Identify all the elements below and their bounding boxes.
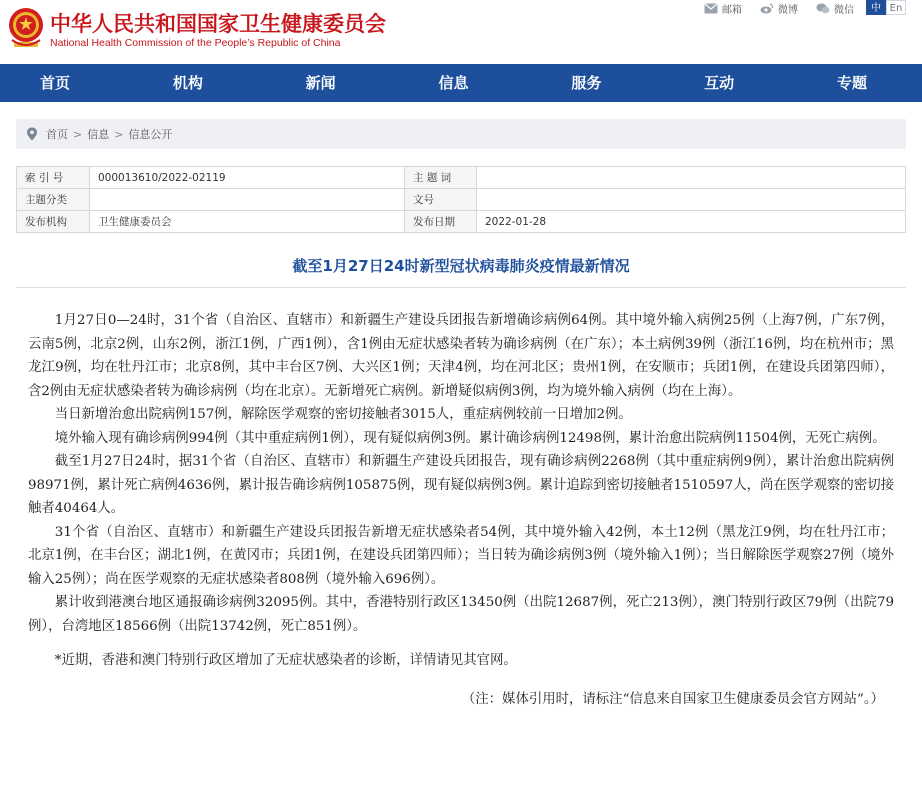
meta-subject-value bbox=[477, 167, 906, 189]
article-note: *近期，香港和澳门特别行政区增加了无症状感染者的诊断，详情请见其官网。 bbox=[54, 653, 517, 668]
share-weibo[interactable] bbox=[760, 1, 798, 16]
article-body bbox=[28, 309, 894, 711]
meta-org-label: 发布机构 bbox=[17, 211, 90, 233]
location-pin-icon bbox=[26, 127, 38, 141]
lang-en-button[interactable]: En bbox=[886, 0, 906, 15]
nav-organization[interactable]: 机构 bbox=[172, 74, 203, 92]
article-paragraph: 境外输入现有确诊病例994例（其中重症病例1例），现有疑似病例3例。累计确诊病例12498例，累计治愈出院病例11504例，无死亡病例。 bbox=[54, 430, 886, 446]
breadcrumb-separator: > bbox=[73, 127, 83, 141]
meta-docno-label: 文号 bbox=[405, 189, 477, 211]
nav-services[interactable]: 服务 bbox=[571, 74, 602, 92]
site-header bbox=[0, 0, 922, 64]
title-divider bbox=[16, 287, 906, 288]
lang-zh-button[interactable]: 中 bbox=[866, 0, 886, 15]
breadcrumb-home[interactable]: 首页 bbox=[46, 128, 68, 141]
breadcrumb-separator: > bbox=[114, 127, 124, 141]
site-title[interactable]: 中华人民共和国国家卫生健康委员会 bbox=[50, 11, 386, 36]
nav-information[interactable]: 信息 bbox=[438, 74, 469, 92]
breadcrumb-information[interactable]: 信息 bbox=[87, 128, 110, 141]
national-emblem-icon[interactable] bbox=[6, 6, 46, 50]
meta-docno-value bbox=[477, 189, 906, 211]
article-paragraph: 截至1月27日24时，据31个省（自治区、直辖市）和新疆生产建设兵团报告，现有确诊病例2268例（其中重症病例9例），累计治愈出院病例98971例，累计死亡病例4636例，累计报告确诊病例105875例，现有疑似病例3例。累计追踪到密切接触者1510597人，尚在医学观察的密切接触者40464人。 bbox=[28, 454, 894, 516]
meta-category-label: 主题分类 bbox=[17, 189, 90, 211]
meta-date-value: 2022-01-28 bbox=[477, 211, 906, 233]
share-wechat-label: 微信 bbox=[834, 5, 854, 16]
article-footer-note: （注：媒体引用时，请标注“信息来自国家卫生健康委员会官方网站”。） bbox=[461, 691, 884, 707]
mail-icon bbox=[704, 3, 718, 14]
article-paragraph: 当日新增治愈出院病例157例，解除医学观察的密切接触者3015人，重症病例较前一日增加2例。 bbox=[54, 407, 632, 422]
nav-topics[interactable]: 专题 bbox=[836, 74, 867, 92]
meta-org-value: 卫生健康委员会 bbox=[90, 211, 405, 233]
meta-index-label: 索 引 号 bbox=[17, 167, 90, 189]
article-paragraph: 累计收到港澳台地区通报确诊病例32095例。其中，香港特别行政区13450例（出院12687例，死亡213例），澳门特别行政区79例（出院79例），台湾地区18566例（出院13742例，死亡851例）。 bbox=[28, 595, 894, 634]
nav-interaction[interactable]: 互动 bbox=[704, 74, 735, 92]
breadcrumb-info-disclosure[interactable]: 信息公开 bbox=[128, 128, 173, 141]
breadcrumb bbox=[16, 119, 906, 149]
language-switch bbox=[866, 0, 906, 15]
wechat-icon bbox=[816, 3, 830, 14]
share-weibo-label: 微博 bbox=[778, 5, 798, 16]
article-paragraph: 1月27日0—24时，31个省（自治区、直辖市）和新疆生产建设兵团报告新增确诊病例64例。其中境外输入病例25例（上海7例，广东7例，云南5例，北京2例，山东2例，浙江1例，广西1例），含1例由无症状感染者转为确诊病例（在广东）；本土病例39例（浙江16例，均在杭州市；黑龙江9例，均在牡丹江市；北京8例，其中丰台区7例、大兴区1例；天津4例，均在河北区；贵州1例，在安顺市；兵团1例，在建设兵团第四师），含2例由无症状感染者转为确诊病例（均在北京）。无新增死亡病例。新增疑似病例3例，均为境外输入病例（均在上海）。 bbox=[28, 313, 894, 399]
share-mail-label: 邮箱 bbox=[722, 5, 742, 16]
nav-news[interactable]: 新闻 bbox=[305, 74, 336, 92]
meta-date-label: 发布日期 bbox=[405, 211, 477, 233]
table-row bbox=[17, 211, 906, 233]
article-title: 截至1月27日24时新型冠状病毒肺炎疫情最新情况 bbox=[292, 257, 630, 275]
share-mail[interactable] bbox=[704, 1, 742, 16]
meta-subject-label: 主 题 词 bbox=[405, 167, 477, 189]
meta-index-value: 000013610/2022-02119 bbox=[90, 167, 405, 189]
table-row bbox=[17, 189, 906, 211]
nav-home[interactable]: 首页 bbox=[40, 74, 71, 92]
document-meta-table bbox=[16, 166, 906, 233]
share-wechat[interactable] bbox=[816, 1, 854, 16]
article-paragraph: 31个省（自治区、直辖市）和新疆生产建设兵团报告新增无症状感染者54例，其中境外输入42例，本土12例（黑龙江9例，均在牡丹江市；北京1例，在丰台区；湖北1例，在黄冈市；兵团1例，在建设兵团第四师）；当日转为确诊病例3例（境外输入1例）；当日解除医学观察27例（境外输入25例）；尚在医学观察的无症状感染者808例（境外输入696例）。 bbox=[28, 524, 894, 587]
main-nav bbox=[0, 64, 922, 102]
meta-category-value bbox=[90, 189, 405, 211]
weibo-icon bbox=[760, 3, 774, 14]
share-bar bbox=[704, 1, 854, 16]
table-row bbox=[17, 167, 906, 189]
site-subtitle: National Health Commission of the People’s Republic of China bbox=[50, 37, 341, 49]
